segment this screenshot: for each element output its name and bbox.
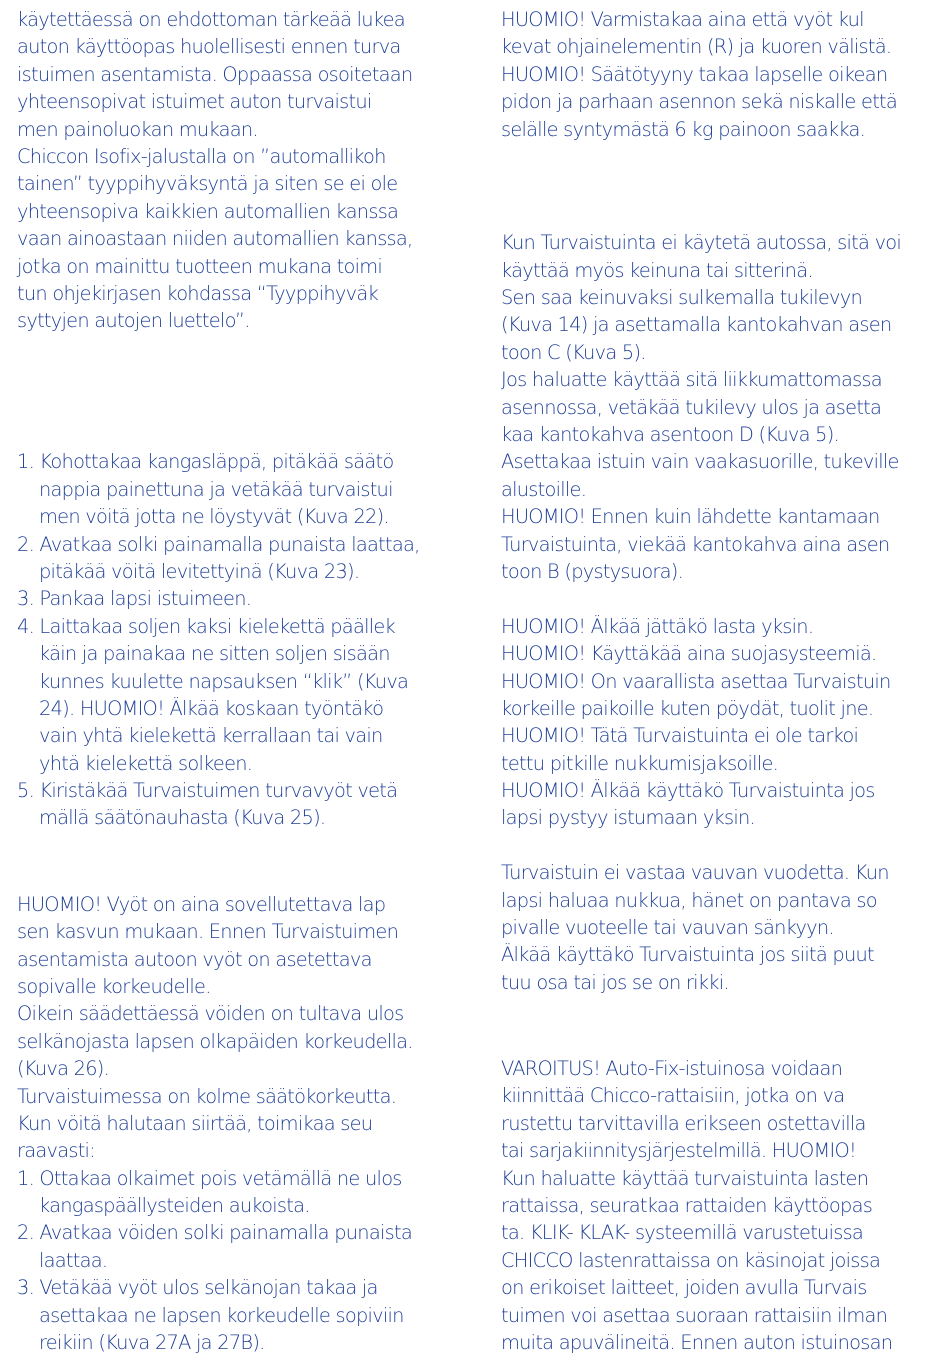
text-line: rustettu tarvittavilla erikseen ostettavilla [501,1111,866,1135]
text-line: alustoille. [501,477,587,501]
text-line: raavasti: [17,1139,95,1163]
text-line: käytettäessä on ehdottoman tärkeää lukea [17,8,405,31]
text-line: pitäkää vöitä levitettyinä (Kuva 23). [39,559,360,583]
paragraph-gap [501,143,941,229]
paragraph-gap [501,996,941,1055]
text-line: HUOMIO! Älkää käyttäkö Turvaistuinta jos [501,779,875,803]
text-line: istuimen asentamista. Oppaassa osoitetaan [17,62,413,86]
text-line: 2. Avatkaa solki painamalla punaista laattaa, [17,532,420,556]
text-line: korkeille paikoille kuten pöydät, tuolit jne. [501,696,874,720]
text-line: syttyjen autojen luettelo”. [17,309,250,333]
text-line: pivalle vuoteelle tai vauvan sänkyyn. [501,916,834,940]
paragraph-gap [17,335,455,449]
text-line: Kun Turvaistuinta ei käytetä autossa, sitä voi [501,231,902,255]
text-line: asettakaa ne lapsen korkeudelle sopiviin [39,1303,404,1327]
text-line: tai sarjakiinnitysjärjestelmillä. HUOMIO! [501,1139,857,1163]
text-line: tuu osa tai jos se on rikki. [501,970,729,994]
text-line: selkänojasta lapsen olkapäiden korkeudella. [17,1029,413,1053]
text-line: käyttää myös keinuna tai sitterinä. [501,258,813,282]
text-line: Asettakaa istuin vain vaakasuorille, tukeville [501,450,899,474]
text-line: men vöitä jotta ne löystyvät (Kuva 22). [39,505,389,529]
text-line: Sen saa keinuvaksi sulkemalla tukilevyn [501,286,863,310]
text-line: toon C (Kuva 5). [501,340,646,364]
text-line: 2. Avatkaa vöiden solki painamalla punaista [17,1221,412,1245]
left-text-column [17,6,455,1356]
text-line: kangaspäällysteiden aukoista. [39,1194,310,1218]
text-line: muita apuvälineitä. Ennen auton istuinosan [501,1331,893,1354]
text-line: HUOMIO! Säätötyyny takaa lapselle oikean [501,62,888,86]
text-line: kevat ohjainelementin (R) ja kuoren välistä. [501,35,892,59]
text-line: yhteensopivat istuimet auton turvaistui [17,90,372,114]
text-line: HUOMIO! Varmistakaa aina että vyöt kul [501,8,864,31]
text-line: men painoluokan mukaan. [17,117,258,141]
text-line: 24). HUOMIO! Älkää koskaan työntäkö [39,696,384,720]
text-line: tettu pitkille nukkumisjaksoille. [501,751,779,775]
text-line: 3. Pankaa lapsi istuimeen. [17,587,252,611]
text-line: HUOMIO! Ennen kuin lähdette kantamaan [501,505,880,529]
text-line: vain yhtä kielekettä kerrallaan tai vain [39,724,383,748]
text-line: 1. Ottakaa olkaimet pois vetämällä ne ulos [17,1166,402,1190]
text-line: rattaissa, seuratkaa rattaiden käyttöopas [501,1194,873,1218]
text-line: kaa kantokahva asentoon D (Kuva 5). [501,422,839,446]
text-line: Turvaistuinta, viekää kantokahva aina asen [501,532,890,556]
text-line: 4. Laittakaa soljen kaksi kielekettä päällek [17,614,396,638]
text-line: laattaa. [39,1248,108,1272]
text-line: mällä säätönauhasta (Kuva 25). [39,806,326,830]
text-line: sopivalle korkeudelle. [17,974,211,998]
text-line: HUOMIO! Vyöt on aina sovellutettava lap [17,892,386,916]
text-line: auton käyttöopas huolellisesti ennen turva [17,35,401,59]
text-line: Turvaistuin ei vastaa vauvan vuodetta. Kun [501,861,889,885]
text-line: Jos haluatte käyttää sitä liikkumattomassa [501,368,882,392]
text-line: jotka on mainittu tuotteen mukana toimi [17,254,383,278]
text-line: Älkää käyttäkö Turvaistuinta jos siitä puut [501,943,874,967]
text-line: käin ja painakaa ne sitten soljen sisään [39,642,390,666]
paragraph-gap [17,832,455,891]
text-line: HUOMIO! On vaarallista asettaa Turvaistuin [501,669,891,693]
text-line: asentamista autoon vyöt on asetettava [17,947,372,971]
text-line: nappia painettuna ja vetäkää turvaistui [39,477,393,501]
paragraph-gap [501,585,941,612]
text-line: 1. Kohottakaa kangasläppä, pitäkää säätö [17,450,394,474]
text-line: lapsi haluaa nukkua, hänet on pantava so [501,888,877,912]
text-line: HUOMIO! Älkää jättäkö lasta yksin. [501,614,814,638]
text-line: yhtä kielekettä solkeen. [39,751,253,775]
text-line: HUOMIO! Käyttäkää aina suojasysteemiä. [501,642,877,666]
text-line: sen kasvun mukaan. Ennen Turvaistuimen [17,920,399,944]
text-line: yhteensopiva kaikkien automallien kanssa [17,199,399,223]
text-line: (Kuva 26). [17,1057,110,1081]
text-line: on erikoiset laitteet, joiden avulla Turvais [501,1276,867,1300]
text-line: 3. Vetäkää vyöt ulos selkänojan takaa ja [17,1276,378,1300]
text-line: kiinnittää Chicco-rattaisiin, jotka on va [501,1084,845,1108]
right-text-column [501,6,941,1356]
text-line: vaan ainoastaan niiden automallien kanssa, [17,227,413,251]
text-line: Kun haluatte käyttää turvaistuinta lasten [501,1166,869,1190]
text-line: tun ohjekirjasen kohdassa “Tyyppihyväk [17,281,378,305]
text-line: toon B (pystysuora). [501,559,684,583]
text-line: CHICCO lastenrattaissa on käsinojat joissa [501,1248,881,1272]
text-line: (Kuva 14) ja asettamalla kantokahvan asen [501,313,892,337]
text-line: kunnes kuulette napsauksen “klik” (Kuva [39,669,409,693]
paragraph-gap [501,832,941,859]
text-line: pidon ja parhaan asennon sekä niskalle että [501,90,898,114]
text-line: selälle syntymästä 6 kg painoon saakka. [501,117,865,141]
text-line: tainen” tyyppihyväksyntä ja siten se ei ole [17,172,398,196]
text-line: asennossa, vetäkää tukilevy ulos ja asetta [501,395,882,419]
text-line: Turvaistuimessa on kolme säätökorkeutta. [17,1084,397,1108]
text-line: Chiccon Isofix-jalustalla on ”automallikoh [17,144,386,168]
text-line: ta. KLIK- KLAK- systeemillä varustetuissa [501,1221,864,1245]
text-line: tuimen voi asettaa suoraan rattaisiin ilman [501,1303,888,1327]
text-line: Kun vöitä halutaan siirtää, toimikaa seu [17,1111,373,1135]
text-line: VAROITUS! Auto-Fix-istuinosa voidaan [501,1057,843,1081]
text-line: 5. Kiristäkää Turvaistuimen turvavyöt vetä [17,779,398,803]
text-line: Oikein säädettäessä vöiden on tultava ulos [17,1002,404,1026]
text-line: HUOMIO! Tätä Turvaistuinta ei ole tarkoi [501,724,859,748]
text-line: reikiin (Kuva 27A ja 27B). [39,1331,265,1355]
text-line: lapsi pystyy istumaan yksin. [501,806,755,830]
